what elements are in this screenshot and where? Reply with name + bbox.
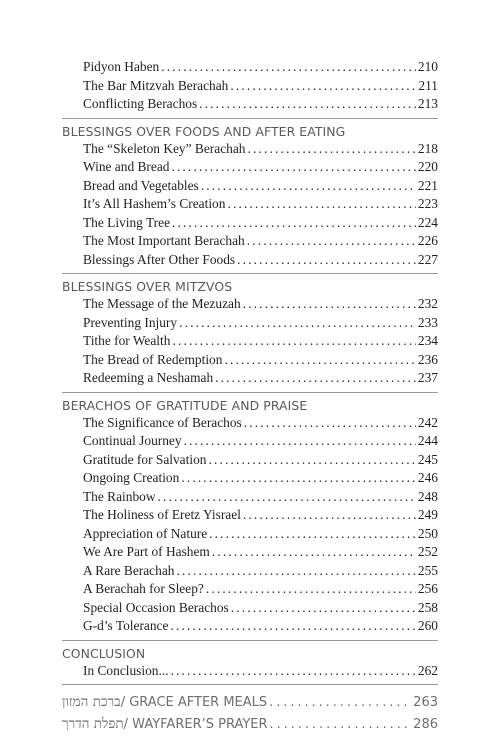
dot-leader	[227, 195, 415, 214]
toc-entry-page-number: 227	[417, 251, 438, 267]
dot-leader	[201, 177, 416, 196]
toc-entry-title: A Rare Berachah	[83, 562, 175, 578]
toc-entry-title: The Living Tree	[83, 214, 171, 230]
dot-leader	[231, 599, 416, 618]
dot-leader	[212, 543, 416, 562]
table-of-contents	[62, 58, 438, 735]
toc-entry-page-number: 262	[417, 662, 438, 678]
dot-leader	[170, 617, 415, 636]
toc-section	[62, 273, 438, 388]
toc-entry[interactable]	[62, 580, 438, 599]
toc-entry-title: In Conclusion...	[83, 662, 169, 678]
toc-entry[interactable]	[62, 77, 438, 96]
toc-entry-title: Appreciation of Nature	[83, 525, 208, 541]
toc-entry-title: The Bar Mitzvah Berachah	[83, 77, 229, 93]
dot-leader	[172, 332, 415, 351]
dot-leader	[161, 58, 416, 77]
toc-entry-title: We Are Part of Hashem	[83, 544, 210, 559]
toc-entry-title: It’s All Hashem’s Creation	[83, 196, 226, 211]
dot-leader	[224, 351, 415, 370]
toc-entry[interactable]	[62, 369, 438, 388]
toc-entry-title: Wine and Bread	[83, 159, 170, 174]
dot-leader	[247, 232, 416, 251]
toc-entry[interactable]	[62, 58, 438, 77]
toc-entry-page-number: 258	[417, 599, 438, 615]
toc-entry[interactable]	[62, 251, 438, 270]
toc-entry-title: Pidyon Haben	[83, 59, 160, 74]
toc-entry-title: The Bread of Redemption	[83, 351, 223, 367]
toc-entry[interactable]	[62, 451, 438, 470]
toc-entry-title: The “Skeleton Key” Berachah	[83, 140, 246, 156]
toc-entry-page-number: 263	[413, 695, 438, 710]
toc-entry-page-number: 234	[417, 333, 438, 348]
toc-entry-page-number: 237	[417, 370, 438, 385]
toc-entry-title: Redeeming a Neshamah	[83, 370, 214, 385]
toc-entry-title: Special Occasion Berachos	[83, 599, 229, 615]
toc-entry-page-number: 245	[417, 451, 438, 467]
dot-leader	[171, 158, 415, 177]
toc-entry[interactable]	[62, 177, 438, 196]
dot-leader	[244, 414, 416, 433]
dot-leader	[199, 95, 416, 114]
toc-entry[interactable]	[62, 214, 438, 233]
toc-entry-page-number: 224	[417, 214, 438, 230]
dot-leader	[247, 140, 415, 159]
toc-entry[interactable]	[62, 469, 438, 488]
dot-leader	[179, 314, 416, 333]
toc-entry-title: The Significance of Berachos	[83, 414, 242, 430]
toc-entry-title: / WAYFARER’S PRAYER	[123, 717, 268, 732]
toc-entry-page-number: 286	[413, 717, 438, 732]
toc-entry[interactable]	[62, 662, 438, 681]
dot-leader	[158, 488, 416, 507]
section-heading[interactable]: BLESSINGS OVER MITZVOS	[62, 279, 233, 294]
toc-entry-page-number: 249	[417, 507, 438, 522]
toc-entry[interactable]	[62, 314, 438, 333]
toc-entry-title: The Holiness of Eretz Yisrael	[83, 507, 241, 522]
dot-leader	[243, 506, 416, 525]
toc-entry[interactable]	[62, 691, 438, 713]
toc-entry[interactable]	[62, 95, 438, 114]
toc-entry-page-number: 248	[417, 488, 438, 504]
dot-leader	[176, 562, 415, 581]
section-heading[interactable]: BERACHOS OF GRATITUDE AND PRAISE	[62, 397, 308, 413]
toc-entry-title: Bread and Vegetables	[83, 177, 199, 193]
toc-entry[interactable]	[62, 140, 438, 159]
dot-leader	[171, 662, 416, 681]
toc-entry-page-number: 236	[417, 351, 438, 367]
toc-entry-title: A Berachah for Sleep?	[83, 581, 204, 596]
toc-entry-title: The Message of the Mezuzah	[83, 296, 241, 311]
toc-entry-title: Tithe for Wealth	[83, 333, 171, 348]
toc-entry-page-number: 213	[417, 96, 438, 111]
toc-entry-page-number: 226	[417, 233, 438, 248]
toc-entry-title: Conflicting Berachos	[83, 96, 198, 111]
section-heading[interactable]: BLESSINGS OVER FOODS AND AFTER EATING	[62, 123, 346, 139]
toc-section	[62, 392, 438, 636]
toc-entry[interactable]	[62, 562, 438, 581]
toc-entry-hebrew-title: תפלת הדרך	[62, 716, 124, 732]
toc-entry-page-number: 244	[417, 433, 438, 448]
dot-leader	[181, 469, 416, 488]
toc-entry-title: Blessings After Other Foods	[83, 251, 236, 267]
dot-leader	[172, 214, 416, 233]
toc-entry-page-number: 255	[417, 562, 438, 578]
toc-entry[interactable]	[62, 543, 438, 562]
toc-entry-title: Preventing Injury	[83, 314, 178, 330]
toc-entry[interactable]	[62, 488, 438, 507]
dot-leader	[237, 251, 416, 270]
dot-leader	[270, 714, 412, 736]
toc-entry[interactable]	[62, 414, 438, 433]
toc-entry[interactable]	[62, 295, 438, 314]
toc-entry[interactable]	[62, 351, 438, 370]
dot-leader	[208, 451, 415, 470]
dot-leader	[269, 692, 411, 714]
dot-leader	[243, 295, 416, 314]
toc-entry[interactable]	[62, 432, 438, 451]
toc-entry-page-number: 210	[417, 59, 438, 74]
toc-entry-page-number: 233	[417, 314, 438, 330]
toc-entry-title: Gratitude for Salvation	[83, 451, 207, 467]
dot-leader	[206, 580, 416, 599]
toc-entry-page-number: 260	[417, 618, 438, 633]
toc-entry-page-number: 220	[417, 159, 438, 174]
toc-entry-page-number: 250	[417, 525, 438, 541]
toc-entry-title: G-d’s Tolerance	[83, 618, 169, 633]
prayer-section	[62, 684, 438, 735]
dot-leader	[215, 369, 416, 388]
toc-entry-page-number: 242	[417, 414, 438, 430]
toc-entry-page-number: 232	[417, 296, 438, 311]
toc-entry[interactable]	[62, 195, 438, 214]
toc-entry-title: The Most Important Berachah	[83, 233, 245, 248]
toc-entry-page-number: 218	[417, 140, 438, 156]
toc-entry-title: Ongoing Creation	[83, 470, 180, 485]
section-heading[interactable]: CONCLUSION	[62, 645, 146, 661]
toc-entry[interactable]	[62, 599, 438, 618]
toc-entry-title: Continual Journey	[83, 433, 182, 448]
toc-entry-page-number: 221	[417, 177, 438, 193]
toc-entry[interactable]	[62, 158, 438, 177]
toc-entry[interactable]	[62, 525, 438, 544]
dot-leader	[184, 432, 416, 451]
toc-entry-title: / GRACE AFTER MEALS	[120, 695, 268, 710]
toc-entry-page-number: 252	[417, 544, 438, 559]
dot-leader	[230, 77, 416, 96]
toc-entry-hebrew-title: ברכת המזון	[62, 694, 121, 710]
toc-entry[interactable]	[62, 232, 438, 251]
toc-entry-page-number: 211	[418, 77, 438, 93]
toc-entry[interactable]	[62, 617, 438, 636]
toc-entry[interactable]	[62, 506, 438, 525]
toc-section	[62, 640, 438, 681]
toc-section	[62, 118, 438, 270]
toc-entry-page-number: 256	[417, 581, 438, 596]
toc-entry-title: The Rainbow	[83, 488, 156, 504]
toc-entry-page-number: 246	[417, 470, 438, 485]
toc-entry[interactable]	[62, 713, 438, 735]
toc-entry-page-number: 223	[417, 196, 438, 211]
dot-leader	[209, 525, 416, 544]
toc-entry[interactable]	[62, 332, 438, 351]
